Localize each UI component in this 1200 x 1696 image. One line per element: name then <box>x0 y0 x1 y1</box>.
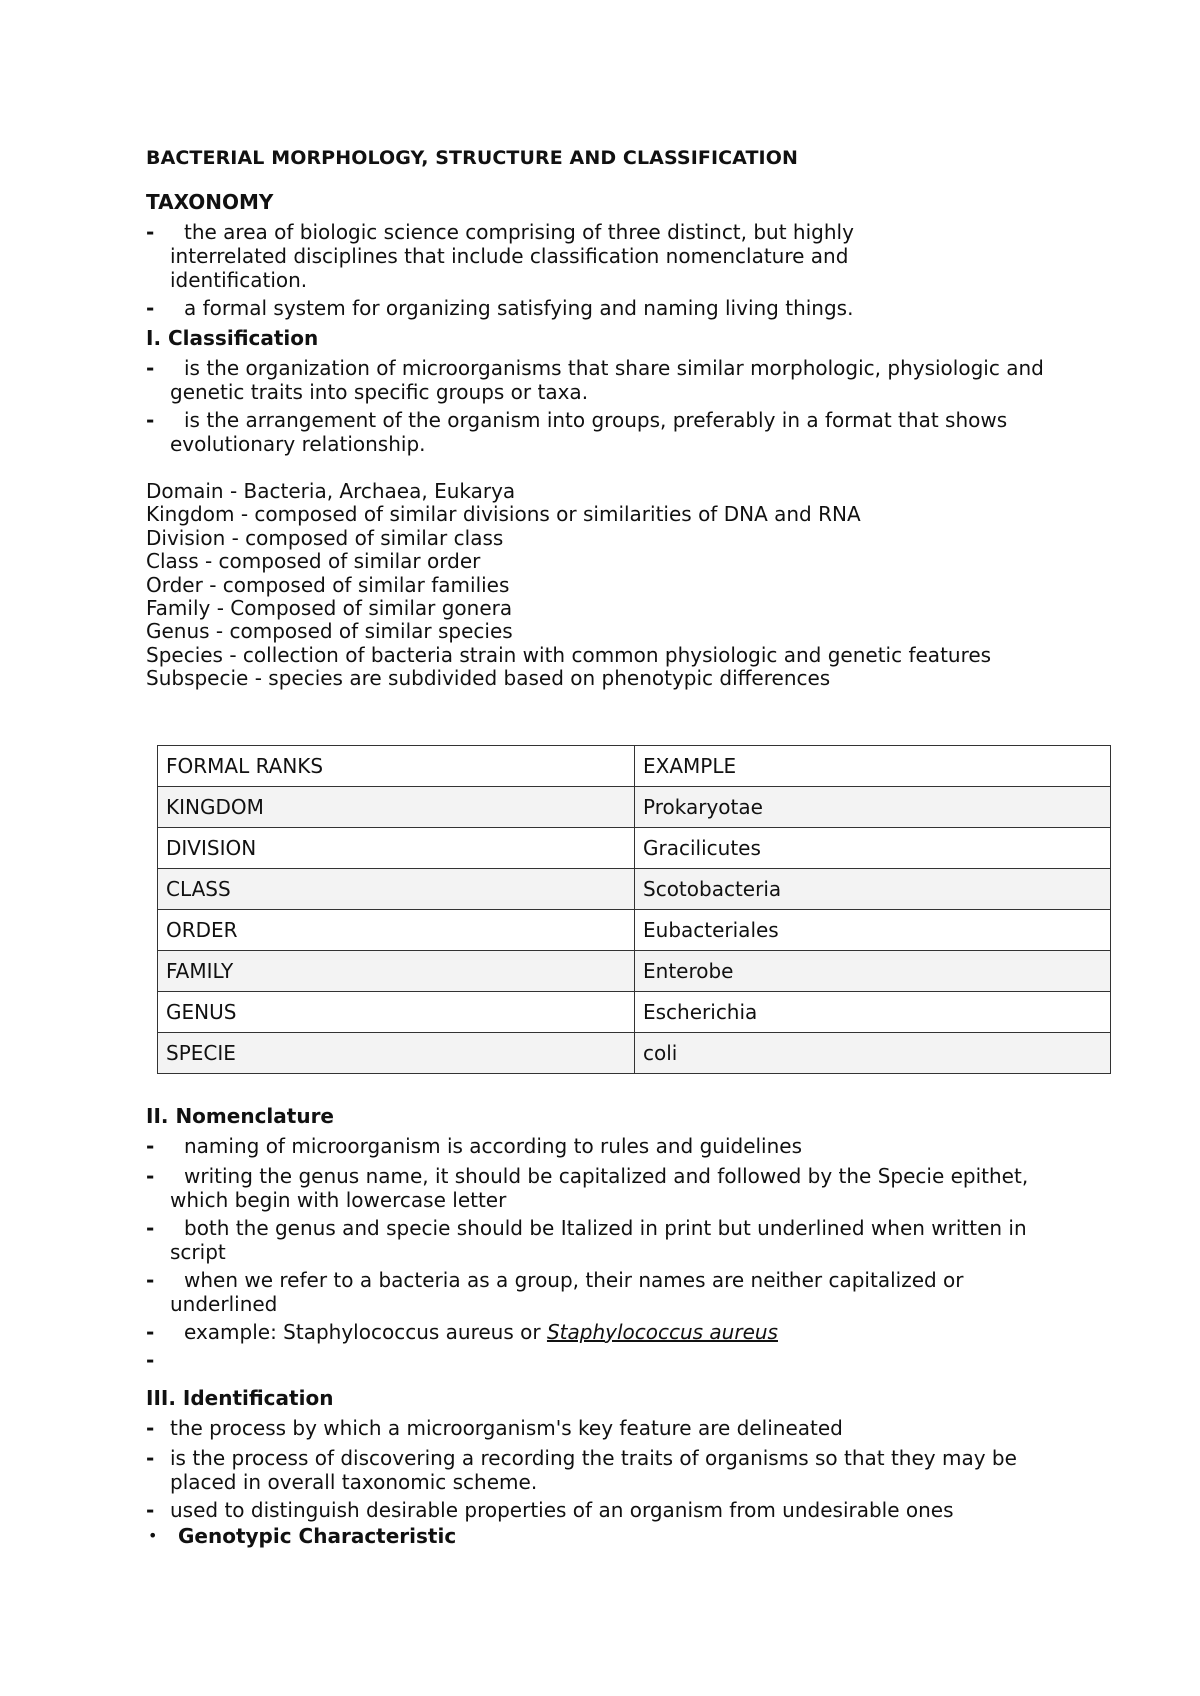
dash-bullet: - <box>146 220 155 244</box>
bullet-text: when we refer to a bacteria as a group, their names are neither capitalized or underlined <box>170 1268 964 1316</box>
rank-definition: Species - collection of bacteria strain with common physiologic and genetic features <box>146 642 992 667</box>
table-row <box>158 869 1111 910</box>
table-row <box>158 910 1111 951</box>
table-cell-rank: ORDER <box>158 910 635 951</box>
list-item <box>146 1524 1046 1548</box>
example-line <box>170 1320 1046 1344</box>
rank-definition: Family - Composed of similar gonera <box>146 595 513 620</box>
table-cell-rank: KINGDOM <box>158 787 635 828</box>
table-cell-rank: SPECIE <box>158 1033 635 1074</box>
bullet-text: used to distinguish desirable properties of an organism from undesirable ones <box>170 1498 954 1522</box>
table-header-row <box>158 746 1111 787</box>
table-cell-example: Scotobacteria <box>635 869 1111 910</box>
nomenclature-bullets <box>146 1134 1046 1372</box>
list-item <box>146 1164 1046 1212</box>
bullet-text: the area of biologic science comprising of three distinct, but highly interrelated disciplines that include classification nomenclature and identification. <box>170 220 854 292</box>
document-title: BACTERIAL MORPHOLOGY, STRUCTURE AND CLASSIFICATION <box>146 147 798 169</box>
dot-bullet-icon: • <box>148 1526 158 1545</box>
rank-definition: Class - composed of similar order <box>146 549 481 574</box>
table-row <box>158 951 1111 992</box>
rank-definitions <box>146 480 1116 691</box>
list-item <box>146 1134 1046 1158</box>
example-styled-name: Staphylococcus aureus <box>546 1320 778 1344</box>
dash-bullet: - <box>146 1268 155 1292</box>
identification-heading: III. Identification <box>146 1386 334 1410</box>
list-item <box>146 1320 1046 1344</box>
rank-definition: Order - composed of similar families <box>146 572 510 597</box>
table-cell-example: Enterobe <box>635 951 1111 992</box>
dash-bullet: - <box>146 408 155 432</box>
bullet-text: is the arrangement of the organism into groups, preferably in a format that shows evolutionary relationship. <box>170 408 1008 456</box>
list-item-empty <box>146 1348 1046 1372</box>
classification-heading: I. Classification <box>146 326 319 350</box>
list-item <box>146 1216 1046 1264</box>
table-row <box>158 1033 1111 1074</box>
rank-definition: Domain - Bacteria, Archaea, Eukarya <box>146 479 516 503</box>
table-cell-rank: GENUS <box>158 992 635 1033</box>
bullet-text: both the genus and specie should be Italized in print but underlined when written in script <box>170 1216 1027 1264</box>
table-header-cell: EXAMPLE <box>635 746 1111 787</box>
list-item <box>146 220 976 292</box>
dash-bullet: - <box>146 296 155 320</box>
table-cell-rank: DIVISION <box>158 828 635 869</box>
rank-definition: Kingdom - composed of similar divisions or similarities of DNA and RNA <box>146 502 861 527</box>
list-item <box>146 1446 1046 1494</box>
classification-bullets <box>146 356 1076 456</box>
dash-bullet: - <box>146 1348 155 1372</box>
dash-bullet: - <box>146 1416 155 1440</box>
list-item <box>146 1268 1046 1316</box>
dash-bullet: - <box>146 1498 155 1522</box>
dash-bullet: - <box>146 1320 155 1344</box>
bullet-text: is the organization of microorganisms that share similar morphologic, physiologic and genetic traits into specific groups or taxa. <box>170 356 1044 404</box>
bullet-text: writing the genus name, it should be capitalized and followed by the Specie epithet, which begin with lowercase letter <box>170 1164 1029 1212</box>
table-header-cell: FORMAL RANKS <box>158 746 635 787</box>
list-item <box>146 408 1076 456</box>
rank-definition: Subspecie - species are subdivided based on phenotypic differences <box>146 666 831 691</box>
rank-definition: Genus - composed of similar species <box>146 619 513 644</box>
table-cell-rank: CLASS <box>158 869 635 910</box>
bullet-text: the process by which a microorganism's key feature are delineated <box>170 1416 843 1440</box>
bullet-text: is the process of discovering a recording the traits of organisms so that they may be placed in overall taxonomic scheme. <box>170 1446 1017 1494</box>
list-item <box>146 356 1076 404</box>
table-cell-example: coli <box>635 1033 1111 1074</box>
table-row <box>158 787 1111 828</box>
formal-ranks-table <box>157 745 1111 1074</box>
sub-heading: Genotypic Characteristic <box>178 1524 457 1548</box>
dash-bullet: - <box>146 1164 155 1188</box>
bullet-text: naming of microorganism is according to rules and guidelines <box>184 1134 803 1158</box>
taxonomy-bullets <box>146 220 976 320</box>
table-cell-example: Gracilicutes <box>635 828 1111 869</box>
dash-bullet: - <box>146 1446 155 1470</box>
table-row <box>158 992 1111 1033</box>
example-prefix: example: Staphylococcus aureus or <box>184 1320 547 1344</box>
rank-definition: Division - composed of similar class <box>146 525 504 550</box>
table-cell-example: Eubacteriales <box>635 910 1111 951</box>
table-cell-rank: FAMILY <box>158 951 635 992</box>
table-cell-example: Escherichia <box>635 992 1111 1033</box>
table-cell-example: Prokaryotae <box>635 787 1111 828</box>
list-item <box>146 296 976 320</box>
taxonomy-heading: TAXONOMY <box>146 190 274 214</box>
bullet-text: a formal system for organizing satisfying and naming living things. <box>184 296 854 320</box>
dash-bullet: - <box>146 1216 155 1240</box>
list-item <box>146 1416 1046 1440</box>
identification-bullets <box>146 1416 1046 1548</box>
table-row <box>158 828 1111 869</box>
dash-bullet: - <box>146 1134 155 1158</box>
list-item <box>146 1498 1046 1522</box>
dash-bullet: - <box>146 356 155 380</box>
nomenclature-heading: II. Nomenclature <box>146 1104 334 1128</box>
